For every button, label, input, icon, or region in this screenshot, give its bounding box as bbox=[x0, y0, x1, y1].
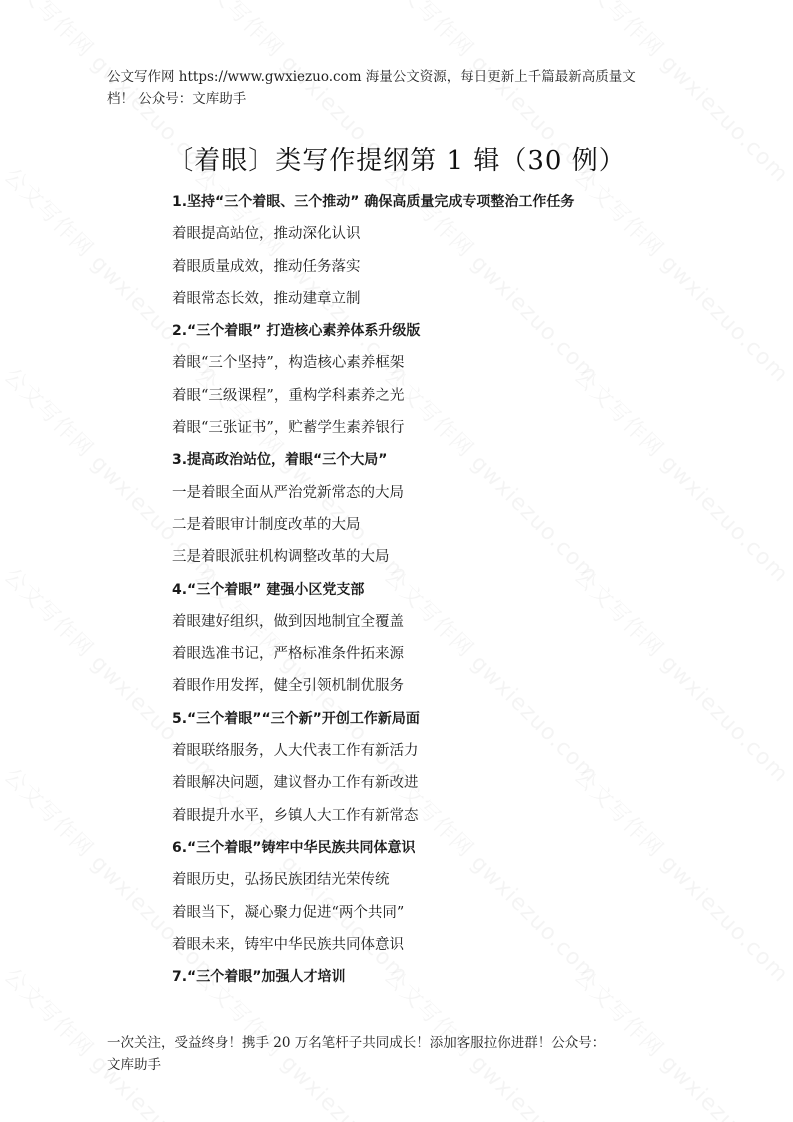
outline-item: 二是着眼审计制度改革的大局 bbox=[172, 516, 361, 533]
footer-note bbox=[107, 1032, 707, 1076]
outline-item: 着眼质量成效，推动任务落实 bbox=[172, 258, 361, 275]
outline-heading: 3.提高政治站位，着眼“三个大局” bbox=[172, 452, 388, 469]
outline-item: 着眼提高站位，推动深化认识 bbox=[172, 226, 361, 243]
outline-item: 着眼“三个坚持”，构造核心素养框架 bbox=[172, 355, 405, 372]
outline-item: 着眼未来，铸牢中华民族共同体意识 bbox=[172, 936, 404, 953]
outline-heading: 7.“三个着眼”加强人才培训 bbox=[172, 969, 346, 986]
outline-item: 着眼“三张证书”，贮蓄学生素养银行 bbox=[172, 420, 405, 437]
header-note-line-1: 公文写作网 https://www.gwxiezuo.com 海量公文资源，每日更新上千篇最新高质量文 bbox=[107, 69, 636, 85]
outline-item: 着眼解决问题，建议督办工作有新改进 bbox=[172, 775, 419, 792]
outline-item: 着眼作用发挥，健全引领机制优服务 bbox=[172, 678, 404, 695]
outline-item: 着眼建好组织，做到因地制宜全覆盖 bbox=[172, 613, 404, 630]
outline-heading: 5.“三个着眼”“三个新”开创工作新局面 bbox=[172, 710, 420, 727]
outline-item: 着眼“三级课程”，重构学科素养之光 bbox=[172, 387, 405, 404]
document-title: 〔着眼〕类写作提纲第 1 辑（30 例） bbox=[167, 146, 626, 176]
footer-note-line-1: 一次关注，受益终身！携手 20 万名笔杆子共同成长！添加客服拉你进群！公众号： bbox=[107, 1035, 606, 1051]
outline-item: 着眼提升水平，乡镇人大工作有新常态 bbox=[172, 807, 419, 824]
outline-heading: 2.“三个着眼” 打造核心素养体系升级版 bbox=[172, 323, 421, 340]
outline-item: 着眼历史，弘扬民族团结光荣传统 bbox=[172, 872, 390, 889]
outline-item: 着眼选准书记，严格标准条件拓来源 bbox=[172, 646, 404, 663]
outline-item: 着眼联络服务，人大代表工作有新活力 bbox=[172, 743, 419, 760]
outline-item: 着眼常态长效，推动建章立制 bbox=[172, 290, 361, 307]
outline-item: 三是着眼派驻机构调整改革的大局 bbox=[172, 549, 390, 566]
outline-item: 着眼当下，凝心聚力促进“两个共同” bbox=[172, 904, 405, 921]
header-note-line-2: 档！ 公众号：文库助手 bbox=[107, 91, 247, 107]
outline-heading: 6.“三个着眼”铸牢中华民族共同体意识 bbox=[172, 839, 416, 856]
outline-item: 一是着眼全面从严治党新常态的大局 bbox=[172, 484, 404, 501]
outline-list bbox=[172, 186, 732, 993]
outline-heading: 4.“三个着眼” 建强小区党支部 bbox=[172, 581, 365, 598]
outline-heading: 1.坚持“三个着眼、三个推动” 确保高质量完成专项整治工作任务 bbox=[172, 194, 575, 210]
header-note bbox=[107, 66, 707, 110]
footer-note-line-2: 文库助手 bbox=[107, 1057, 161, 1073]
